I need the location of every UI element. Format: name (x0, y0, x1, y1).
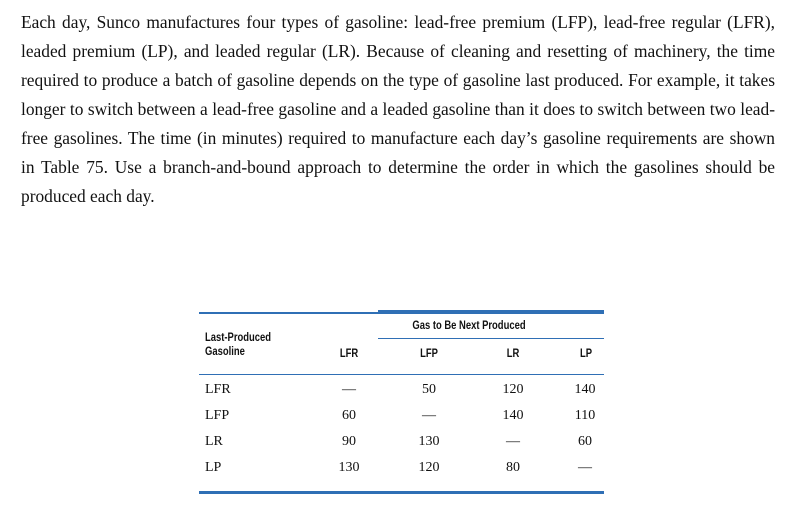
row-label-lp: LP (205, 460, 222, 475)
cell-lr-lfp: 130 (418, 434, 440, 449)
table-top-rule (199, 312, 604, 314)
row-label-lr: LR (205, 434, 223, 449)
cell-lp-lfp: 120 (418, 460, 440, 475)
cell-lfr-lp: 140 (574, 382, 596, 397)
cell-lr-lr: — (506, 434, 520, 449)
setup-time-table (199, 310, 604, 496)
cell-lfp-lfp: — (422, 408, 436, 423)
header-bottom-rule (199, 374, 604, 375)
group-header: Gas to Be Next Produced (412, 320, 526, 332)
problem-paragraph: Each day, Sunco manufactures four types of gasoline: lead-free premium (LFP), lead-free regular (LFR), leaded premium (LP), and leaded regular (LR). Because of cleaning and resetting of machinery, the time required to produce a batch of gasoline depends on the type of gasoline last produced. For example, it takes longer to switch between a lead-free gasoline and a leaded gasoline than it does to switch between two lead-free gasolines. The time (in minutes) required to manufacture each day’s gasoline requirements are shown in Table 75. Use a branch-and-bound approach to determine the order in which the gasolines should be produced each day. (21, 12, 775, 206)
col-header-lfp: LFP (420, 348, 438, 360)
cell-lr-lfr: 90 (342, 434, 356, 449)
cell-lfp-lfr: 60 (342, 408, 356, 423)
row-label-lfr: LFR (205, 382, 231, 397)
group-header-underline (378, 338, 604, 339)
cell-lfp-lr: 140 (502, 408, 524, 423)
row-header-line2: Gasoline (205, 346, 245, 358)
col-header-lfr: LFR (339, 348, 359, 360)
cell-lp-lfr: 130 (338, 460, 360, 475)
cell-lfr-lfr: — (342, 382, 356, 397)
col-header-lr: LR (506, 348, 520, 360)
cell-lp-lr: 80 (506, 460, 520, 475)
cell-lfp-lp: 110 (574, 408, 596, 423)
cell-lp-lp: — (578, 460, 592, 475)
col-header-lp: LP (579, 348, 593, 360)
row-label-lfp: LFP (205, 408, 230, 423)
cell-lfr-lfp: 50 (422, 382, 436, 397)
table-bottom-rule (199, 491, 604, 494)
cell-lfr-lr: 120 (502, 382, 524, 397)
cell-lr-lp: 60 (578, 434, 592, 449)
row-header-line1: Last-Produced (205, 332, 272, 344)
